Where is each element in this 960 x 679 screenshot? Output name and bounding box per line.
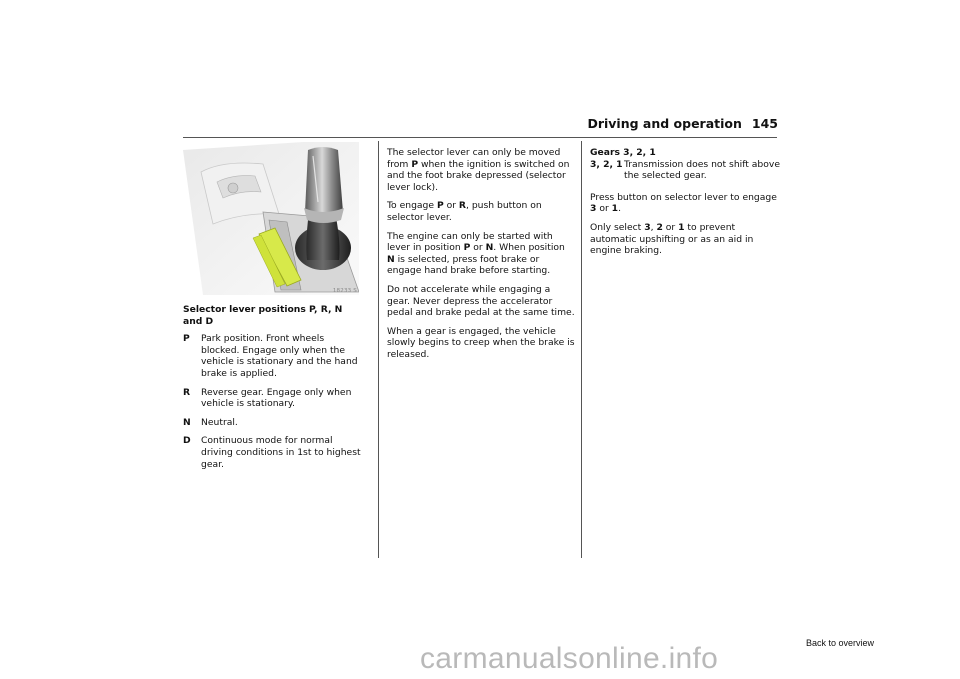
header-rule: [183, 137, 777, 138]
watermark: carmanualsonline.info: [420, 642, 719, 675]
left-column: [183, 304, 363, 477]
position-item-n: [183, 417, 363, 429]
position-key: N: [183, 416, 191, 428]
position-text: Park position. Front wheels blocked. Engage only when the vehicle is stationary and the hand brake is applied.: [201, 333, 358, 379]
gears-row: [590, 159, 780, 182]
position-item-r: [183, 387, 363, 410]
position-key: D: [183, 435, 191, 447]
middle-column: [387, 147, 575, 368]
column-divider-1: [378, 141, 379, 558]
gears-text: Transmission does not shift above the selected gear.: [624, 158, 780, 182]
back-to-overview-link[interactable]: Back to overview: [806, 638, 875, 648]
position-key: R: [183, 386, 191, 398]
paragraph-creep: When a gear is engaged, the vehicle slowly begins to creep when the brake is released.: [387, 325, 575, 360]
page-header: [587, 116, 778, 134]
figure-label: 18233 S: [332, 288, 357, 294]
position-text: Continuous mode for normal driving conditions in 1st to highest gear.: [201, 435, 361, 470]
position-text: Reverse gear. Engage only when vehicle is stationary.: [201, 386, 352, 410]
selector-lever-illustration: [183, 142, 359, 295]
position-item-p: [183, 333, 363, 379]
page-number: 145: [751, 116, 778, 131]
section-title: Driving and operation: [587, 116, 742, 131]
paragraph-accelerate-warning: Do not accelerate while engaging a gear. Never depress the accelerator pedal and brake pedal at the same time.: [387, 283, 575, 319]
paragraph-lever-lock: The selector lever can only be moved from P when the ignition is switched on and the foot brake depressed (selector lever lock).: [387, 147, 570, 193]
paragraph-start-engine: The engine can only be started with lever in position P or N. When position N is selected, press foot brake or engage hand brake before starting.: [387, 230, 565, 277]
gears-key: 3, 2, 1: [590, 158, 623, 170]
position-text: Neutral.: [201, 416, 238, 428]
position-item-d: [183, 435, 363, 470]
column-divider-2: [581, 141, 582, 558]
selector-lever-figure: [183, 142, 359, 295]
right-column: [590, 147, 780, 264]
paragraph-only-select: Only select 3, 2 or 1 to prevent automatic upshifting or as an aid in engine braking.: [590, 221, 754, 257]
position-key: P: [183, 333, 190, 345]
figure-caption: Selector lever positions P, R, N and D: [183, 304, 343, 327]
gears-heading: Gears 3, 2, 1: [590, 147, 656, 158]
paragraph-press-button: Press button on selector lever to engage 3 or 1.: [590, 191, 777, 215]
paragraph-engage: To engage P or R, push button on selector lever.: [387, 200, 542, 223]
